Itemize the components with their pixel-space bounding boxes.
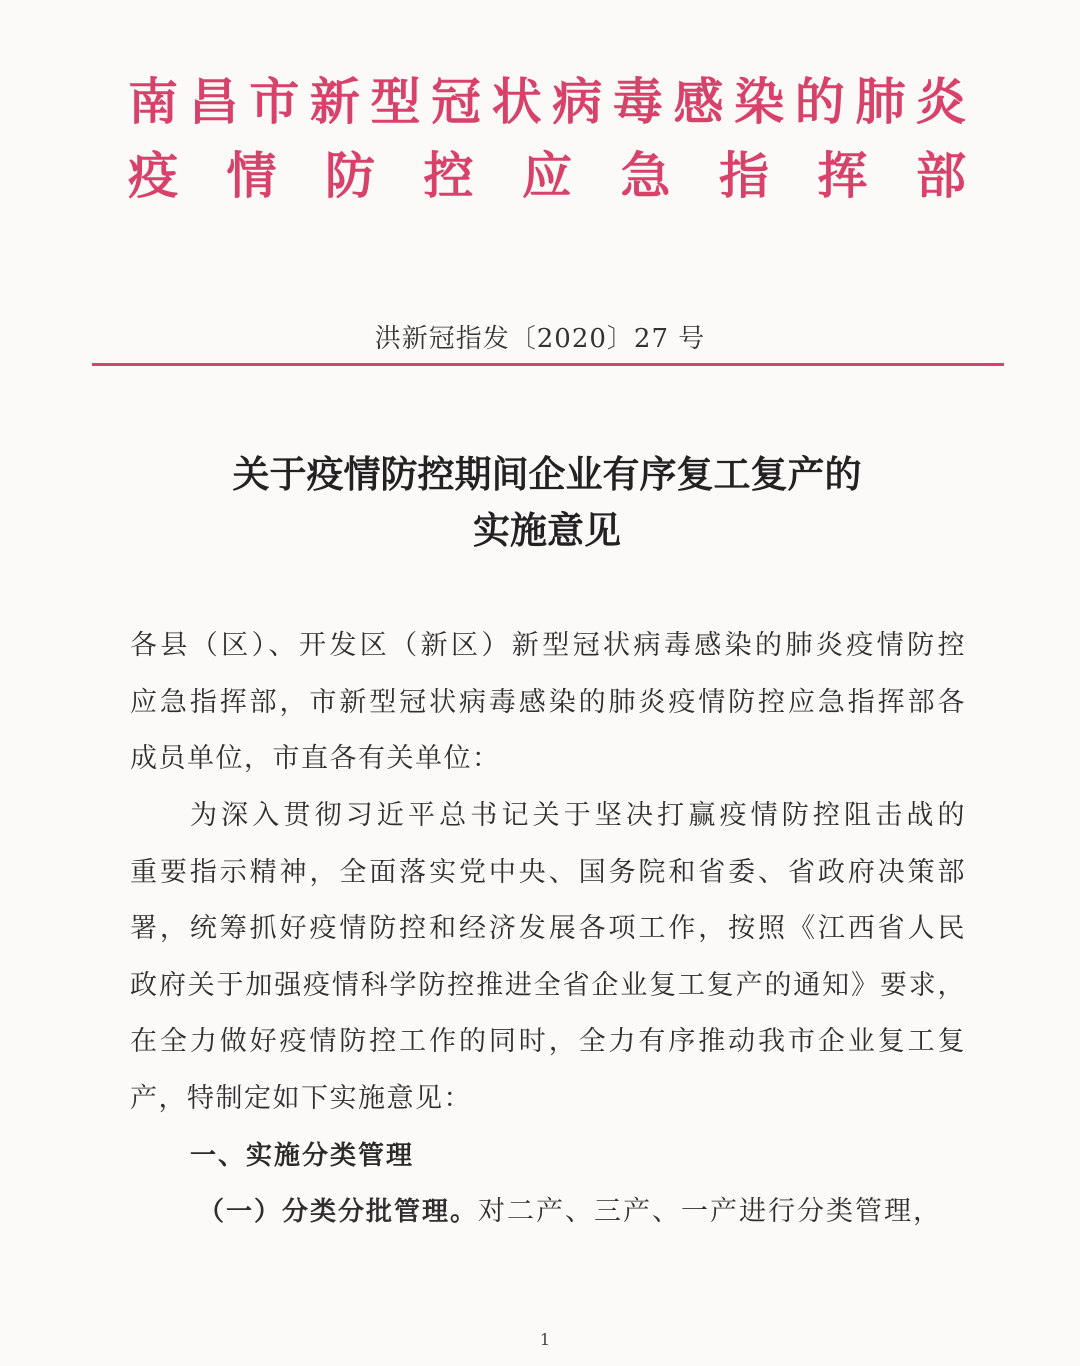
- issuer-title-line-1: [128, 72, 966, 132]
- issuer-title-char: 炎: [915, 73, 966, 131]
- issuer-title-char: 状: [491, 73, 542, 131]
- issuer-title-char: 感: [673, 73, 724, 131]
- section-heading-1: 一、实施分类管理: [190, 1141, 415, 1171]
- issuer-title-char: 毒: [612, 73, 663, 131]
- issuer-title-char: 肺: [855, 73, 906, 131]
- recipients-block: [130, 618, 966, 788]
- paragraph-line-4: 政府关于加强疫情科学防控推进全省企业复工复产的通知》要求，: [130, 969, 966, 1001]
- document-title-line-1: 关于疫情防控期间企业有序复工复产的: [232, 452, 862, 496]
- issuer-title-char: 情: [226, 147, 277, 205]
- issuer-title-char: 冠: [431, 73, 482, 131]
- issuer-title-char: 染: [734, 73, 785, 131]
- recipients-line-1: 各县（区）、开发区（新区）新型冠状病毒感染的肺炎疫情防控: [130, 630, 966, 661]
- issuer-title-char: 控: [423, 147, 474, 205]
- issuer-title-char: 昌: [188, 73, 239, 131]
- document-title-line-2: 实施意见: [473, 508, 621, 552]
- paragraph-line-3: 署，统筹抓好疫情防控和经济发展各项工作，按照《江西省人民: [130, 913, 966, 944]
- issuer-title-char: 的: [794, 73, 845, 131]
- issuer-title-char: 新: [309, 73, 360, 131]
- issuer-title-line-2: [128, 146, 966, 206]
- issuer-title-char: 南: [128, 73, 178, 131]
- intro-paragraph: [130, 788, 966, 1127]
- issuer-title-char: 急: [620, 147, 671, 205]
- document-title: [0, 446, 1080, 558]
- red-divider-line: [92, 363, 1004, 366]
- page-number: 1: [539, 1330, 551, 1349]
- issuer-title-char: 市: [249, 73, 300, 131]
- paragraph-line-6: 产，特制定如下实施意见：: [130, 1082, 472, 1114]
- document-number: 洪新冠指发〔2020〕27 号: [374, 324, 706, 354]
- recipients-line-3: 成员单位，市直各有关单位：: [130, 743, 501, 774]
- recipients-line-2: 应急指挥部，市新型冠状病毒感染的肺炎疫情防控应急指挥部各: [130, 686, 966, 718]
- issuer-title-char: 指: [719, 147, 769, 205]
- paragraph-line-5: 在全力做好疫情防控工作的同时，全力有序推动我市企业复工复: [130, 1026, 966, 1057]
- subsection-1-text: 对二产、三产、一产进行分类管理，: [478, 1196, 943, 1227]
- issuer-title-char: 型: [370, 73, 421, 131]
- issuer-title-char: 挥: [817, 147, 868, 205]
- issuer-title-char: 应: [522, 147, 572, 205]
- issuer-title-char: 部: [916, 147, 966, 205]
- issuer-title-char: 疫: [128, 147, 178, 205]
- issuer-title-char: 防: [325, 147, 375, 205]
- paragraph-line-1: 为深入贯彻习近平总书记关于坚决打赢疫情防控阻击战的: [190, 800, 966, 831]
- paragraph-line-2: 重要指示精神，全面落实党中央、国务院和省委、省政府决策部: [130, 856, 966, 888]
- issuer-title-char: 病: [552, 73, 603, 131]
- subsection-1-heading: （一）分类分批管理。: [198, 1197, 479, 1227]
- subsection-1: [198, 1184, 966, 1240]
